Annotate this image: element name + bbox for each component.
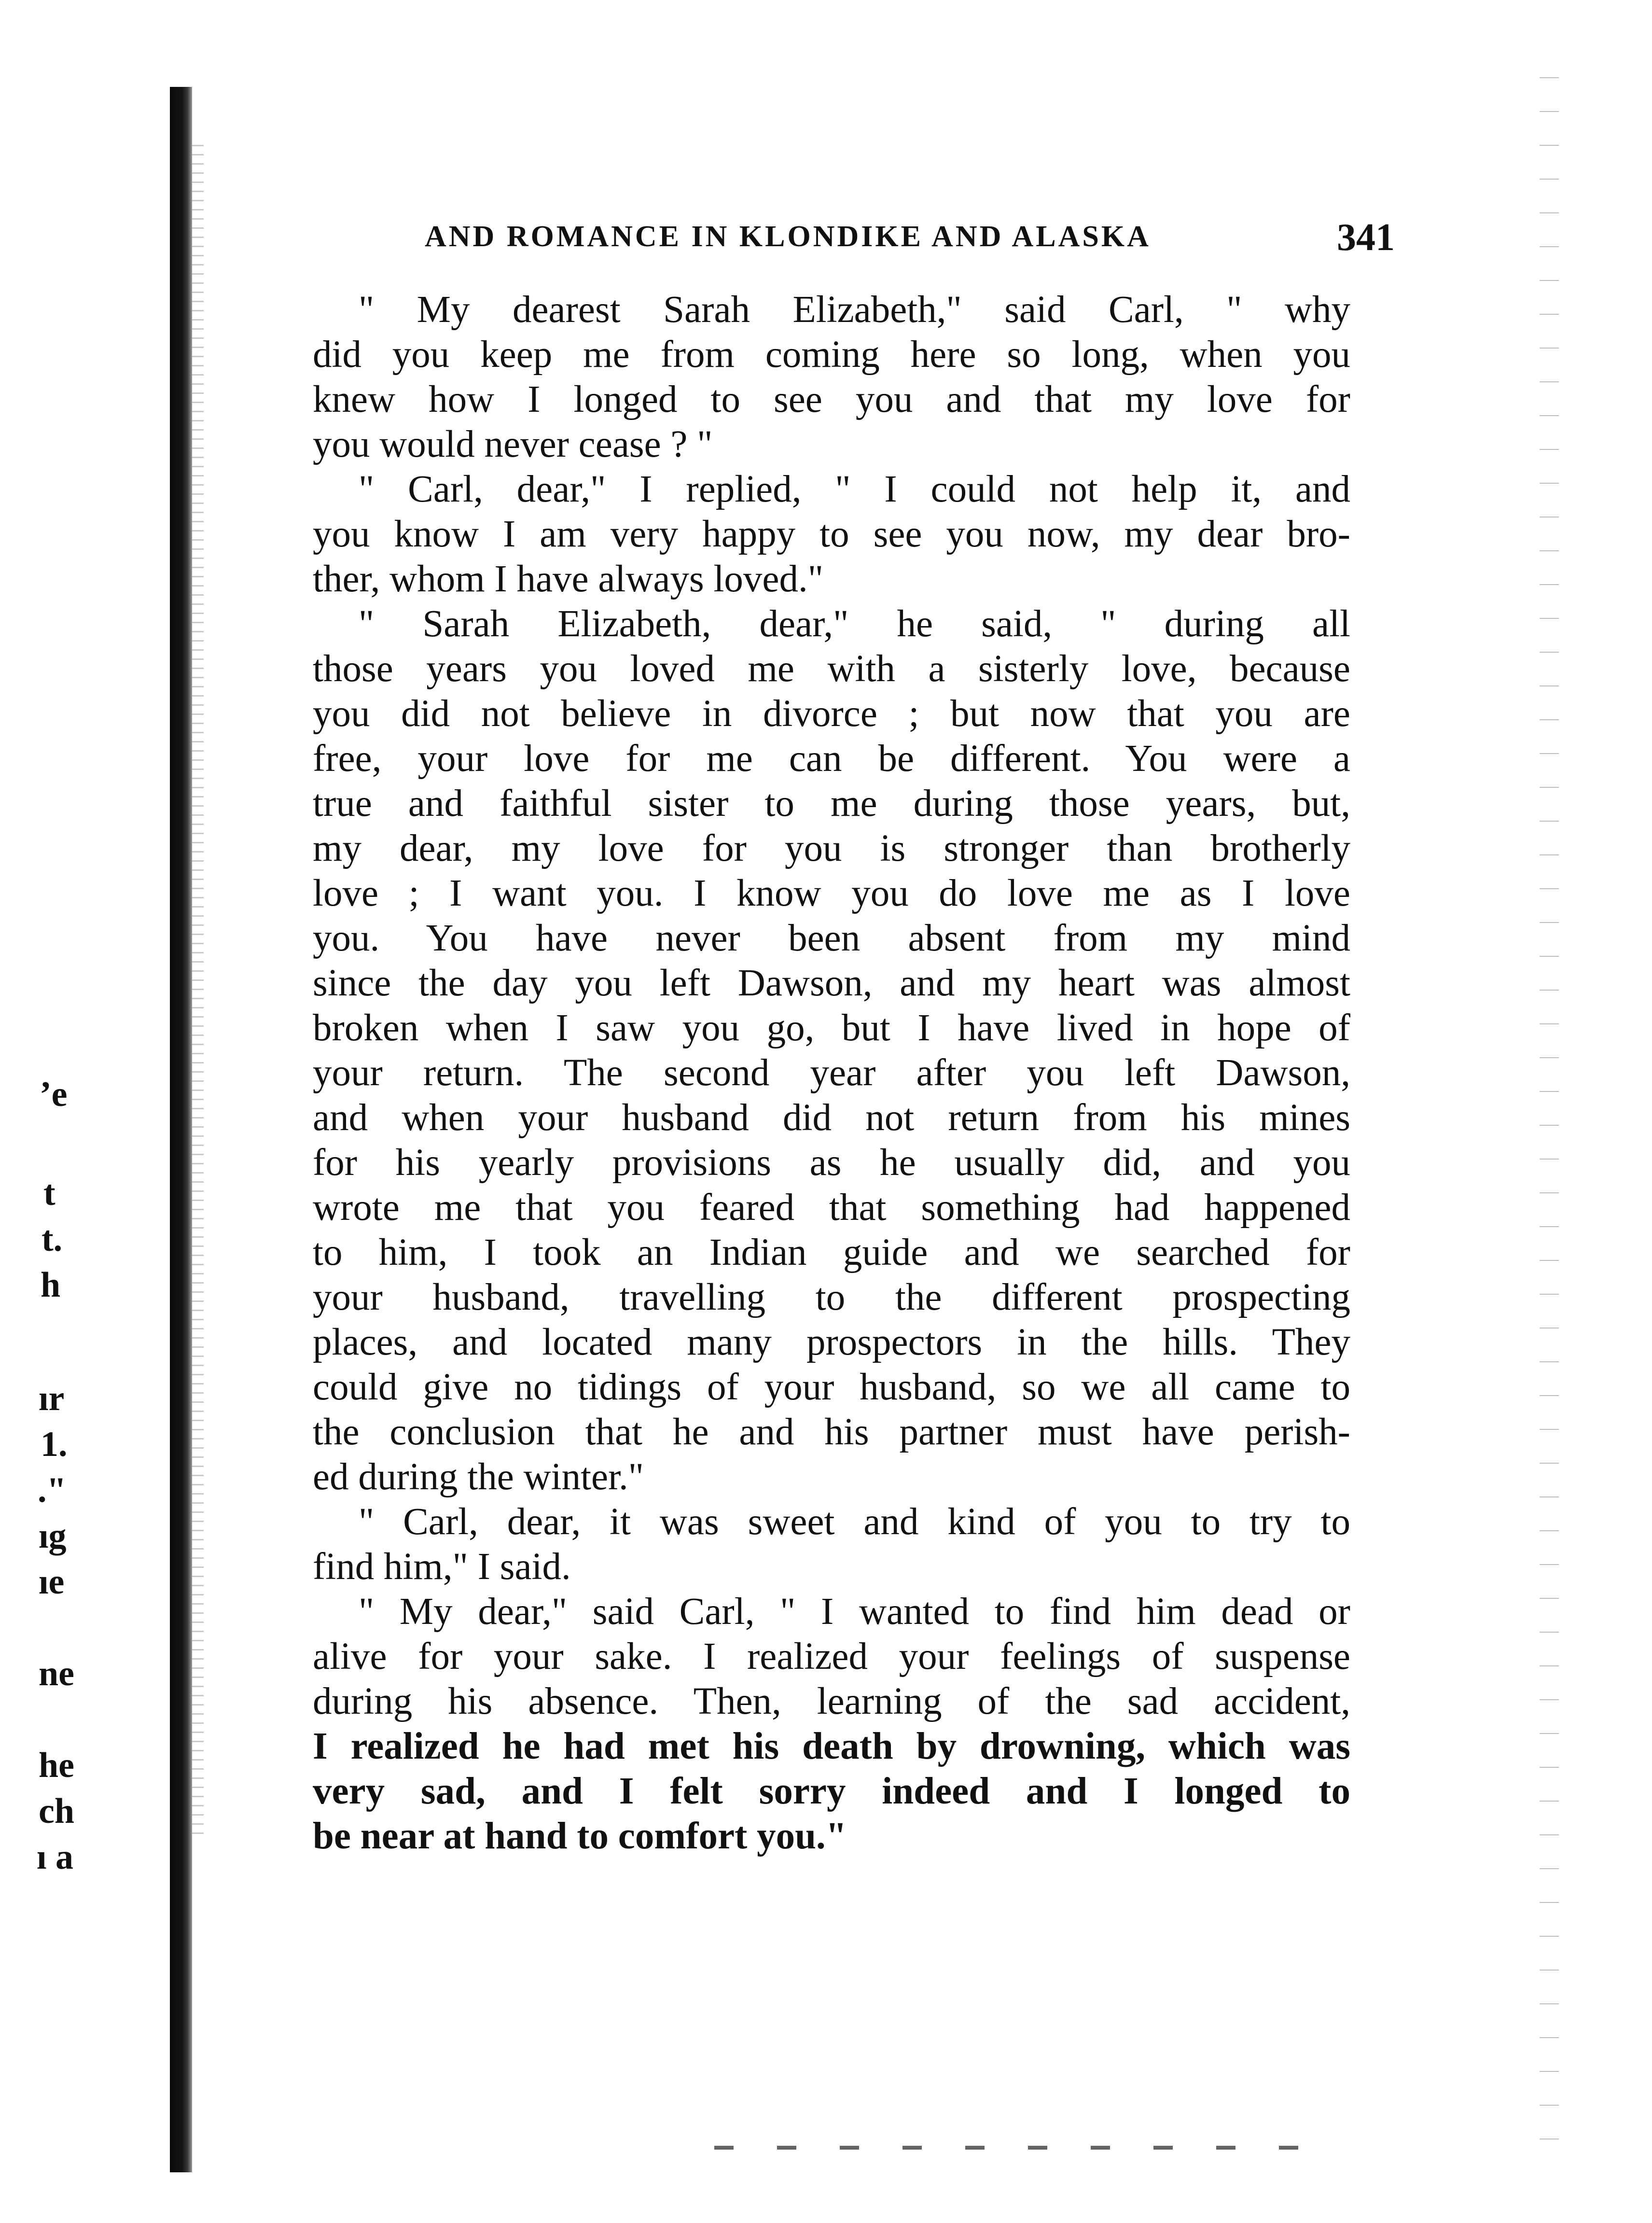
facing-fragment: ne — [39, 1654, 74, 1693]
text-line: love ; I want you. I know you do love me as I love — [313, 872, 1350, 914]
facing-fragment: h — [41, 1265, 61, 1305]
text-line: find him," I said. — [313, 1546, 571, 1588]
facing-fragment: t — [43, 1174, 56, 1213]
binding-gutter-shadow — [170, 87, 192, 2172]
text-line: knew how I longed to see you and that my love for — [313, 378, 1350, 420]
text-line: true and faithful sister to me during those years, but, — [313, 783, 1350, 825]
text-line: during his absence. Then, learning of the sad accident, — [313, 1680, 1350, 1722]
text-line: the conclusion that he and his partner must have perish- — [313, 1411, 1350, 1453]
gutter-speckle — [192, 145, 204, 1834]
text-line: ther, whom I have always loved." — [313, 558, 823, 600]
facing-fragment: t. — [42, 1219, 63, 1259]
text-line: those years you loved me with a sisterly love, because — [313, 648, 1350, 690]
body-text — [313, 287, 1350, 1859]
text-line: " Sarah Elizabeth, dear," he said, " during all — [359, 603, 1350, 645]
text-line: wrote me that you feared that something had happened — [313, 1187, 1350, 1229]
facing-fragment: he — [39, 1746, 74, 1785]
bottom-scan-marks — [714, 2146, 1313, 2150]
running-head — [425, 216, 1395, 259]
text-line: could give no tidings of your husband, so we all came to — [313, 1366, 1350, 1408]
facing-fragment: ıg — [39, 1516, 67, 1556]
facing-fragment: ır — [39, 1379, 65, 1418]
text-line: to him, I took an Indian guide and we searched for — [313, 1231, 1350, 1273]
text-line: " My dearest Sarah Elizabeth," said Carl, " why — [359, 289, 1350, 331]
text-line: you know I am very happy to see you now, my dear bro- — [313, 513, 1350, 555]
facing-fragment: ı a — [37, 1837, 74, 1877]
text-line: for his yearly provisions as he usually did, and you — [313, 1142, 1350, 1184]
text-line: be near at hand to comfort you." — [313, 1815, 847, 1857]
facing-fragment: ’e — [40, 1075, 68, 1114]
text-line: I realized he had met his death by drowning, which was — [313, 1725, 1350, 1767]
page-number: 341 — [1337, 216, 1395, 259]
text-line: places, and located many prospectors in the hills. They — [313, 1321, 1350, 1363]
facing-page-fragments — [19, 0, 145, 2223]
text-line: very sad, and I felt sorry indeed and I longed to — [313, 1770, 1350, 1812]
facing-fragment: ch — [39, 1791, 74, 1831]
text-line: you. You have never been absent from my mind — [313, 917, 1350, 959]
text-line: alive for your sake. I realized your feelings of suspense — [313, 1636, 1350, 1678]
facing-fragment: ." — [38, 1470, 67, 1510]
right-edge-marks — [1540, 77, 1559, 2153]
text-line: your return. The second year after you left Dawson, — [313, 1052, 1350, 1094]
text-line: ed during the winter." — [313, 1456, 644, 1498]
text-line: and when your husband did not return from his mines — [313, 1097, 1350, 1139]
text-line: " My dear," said Carl, " I wanted to find him dead or — [359, 1591, 1350, 1633]
text-line: broken when I saw you go, but I have lived in hope of — [313, 1007, 1350, 1049]
text-line: you would never cease ? " — [313, 423, 713, 465]
running-title: AND ROMANCE IN KLONDIKE AND ALASKA — [425, 220, 1151, 253]
text-line: " Carl, dear, it was sweet and kind of you to try to — [359, 1501, 1350, 1543]
text-line: my dear, my love for you is stronger than brotherly — [313, 827, 1350, 869]
text-line: " Carl, dear," I replied, " I could not help it, and — [359, 468, 1350, 510]
text-line: did you keep me from coming here so long, when you — [313, 334, 1350, 376]
facing-fragment: ıe — [39, 1562, 65, 1602]
text-line: your husband, travelling to the different prospecting — [313, 1276, 1350, 1318]
text-line: since the day you left Dawson, and my heart was almost — [313, 962, 1350, 1004]
text-line: free, your love for me can be different. You were a — [313, 738, 1350, 780]
text-line: you did not believe in divorce ; but now that you are — [313, 693, 1350, 735]
facing-fragment: 1. — [41, 1425, 68, 1464]
